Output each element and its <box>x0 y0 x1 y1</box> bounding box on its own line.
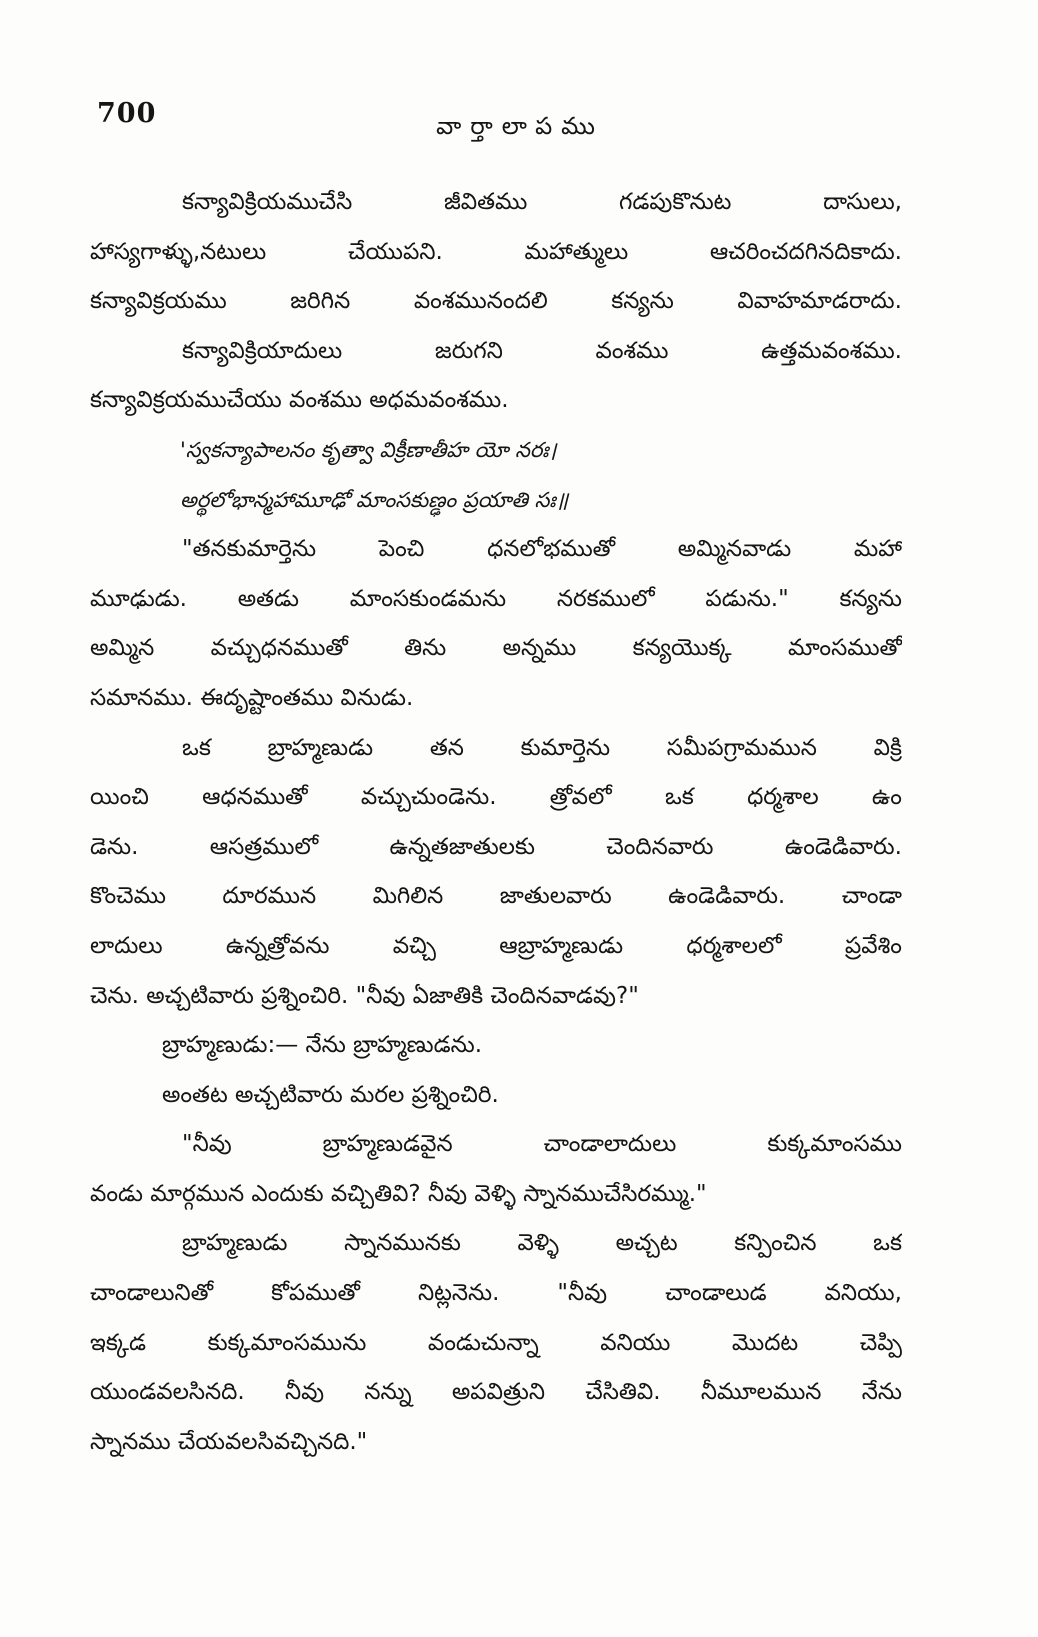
text-line: వండు మార్గమున ఎందుకు వచ్చితివి? నీవు వెళ్ళి స్నానముచేసిరమ్ము." <box>90 1180 707 1207</box>
text-line: కన్యావిక్రయముచేయు వంశము అధమవంశము. <box>90 387 509 414</box>
text-line: కన్యావిక్రియముచేసి జీవితము గడపుకొనుట దాసులు, <box>182 189 902 215</box>
text-line: కన్యావిక్రియాదులు జరుగని వంశము ఉత్తమవంశము. <box>182 337 902 364</box>
text-line: అమ్మిన వచ్చుధనముతో తిను అన్నము కన్యయొక్క మాంసముతో <box>90 635 902 662</box>
text-line: అంతట అచ్చటివారు మరల ప్రశ్నించిరి. <box>162 1081 499 1108</box>
text-line: కన్యావిక్రయము జరిగిన వంశమునందలి కన్యను వివాహమాడరాదు. <box>90 288 902 315</box>
text-line: మూఢుడు. అతడు మాంసకుండమను నరకములో పడును." కన్యను <box>90 585 902 612</box>
text-line: బ్రాహ్మణుడు:— నేను బ్రాహ్మణుడను. <box>162 1032 483 1059</box>
text-line: బ్రాహ్మణుడు స్నానమునకు వెళ్ళి అచ్చట కన్పించిన ఒక <box>182 1230 902 1257</box>
text-line: డెను. ఆసత్రములో ఉన్నతజాతులకు చెందినవారు ఉండెడివారు. <box>90 833 902 860</box>
text-line: "తనకుమార్తెను పెంచి ధనలోభముతో అమ్మినవాడు మహా <box>182 536 902 563</box>
running-title: వార్తాలాపము <box>436 112 604 140</box>
text-line: యుండవలసినది. నీవు నన్ను అపవిత్రుని చేసితివి. నీమూలమున నేను <box>90 1379 902 1406</box>
text-line: స్నానము చేయవలసివచ్చినది." <box>90 1428 368 1455</box>
text-line: లాదులు ఉన్నత్రోవను వచ్చి ఆబ్రాహ్మణుడు ధర్మశాలలో ప్రవేశిం <box>90 932 902 959</box>
text-line: చాండాలునితో కోపముతో నిట్లనెను. "నీవు చాండాలుడ వనియు, <box>90 1280 902 1307</box>
text-line: ఒక బ్రాహ్మణుడు తన కుమార్తెను సమీపగ్రామమున విక్రి <box>182 734 902 761</box>
text-line: 'స్వకన్యాపాలనం కృత్వా విక్రీణాతీహ యో నరః। <box>180 437 557 462</box>
text-line: సమానము. ఈదృష్టాంతము వినుడు. <box>90 684 414 711</box>
text-line: కొంచెము దూరమున మిగిలిన జాతులవారు ఉండెడివారు. చాండా <box>90 883 902 910</box>
text-line: చెను. అచ్చటివారు ప్రశ్నించిరి. "నీవు ఏజాతికి చెందినవాడవు?" <box>90 982 639 1009</box>
text-line: హాస్యగాళ్ళు,నటులు చేయుపని. మహాత్ములు ఆచరించదగినదికాదు. <box>90 238 902 265</box>
text-line: యించి ఆధనముతో వచ్చుచుండెను. త్రోవలో ఒక ధర్మశాల ఉం <box>90 784 902 811</box>
page-number: 700 <box>97 98 157 129</box>
body-text <box>90 178 902 1467</box>
text-line: ఇక్కడ కుక్కమాంసమును వండుచున్నా వనియు మొదట చెప్పి <box>90 1329 902 1356</box>
text-line: "నీవు బ్రాహ్మణుడవైన చాండాలాదులు కుక్కమాంసము <box>182 1131 902 1158</box>
text-line: అర్థలోభాన్మహామూఢో మాంసకుణ్ఢం ప్రయాతి సః॥ <box>180 487 569 512</box>
